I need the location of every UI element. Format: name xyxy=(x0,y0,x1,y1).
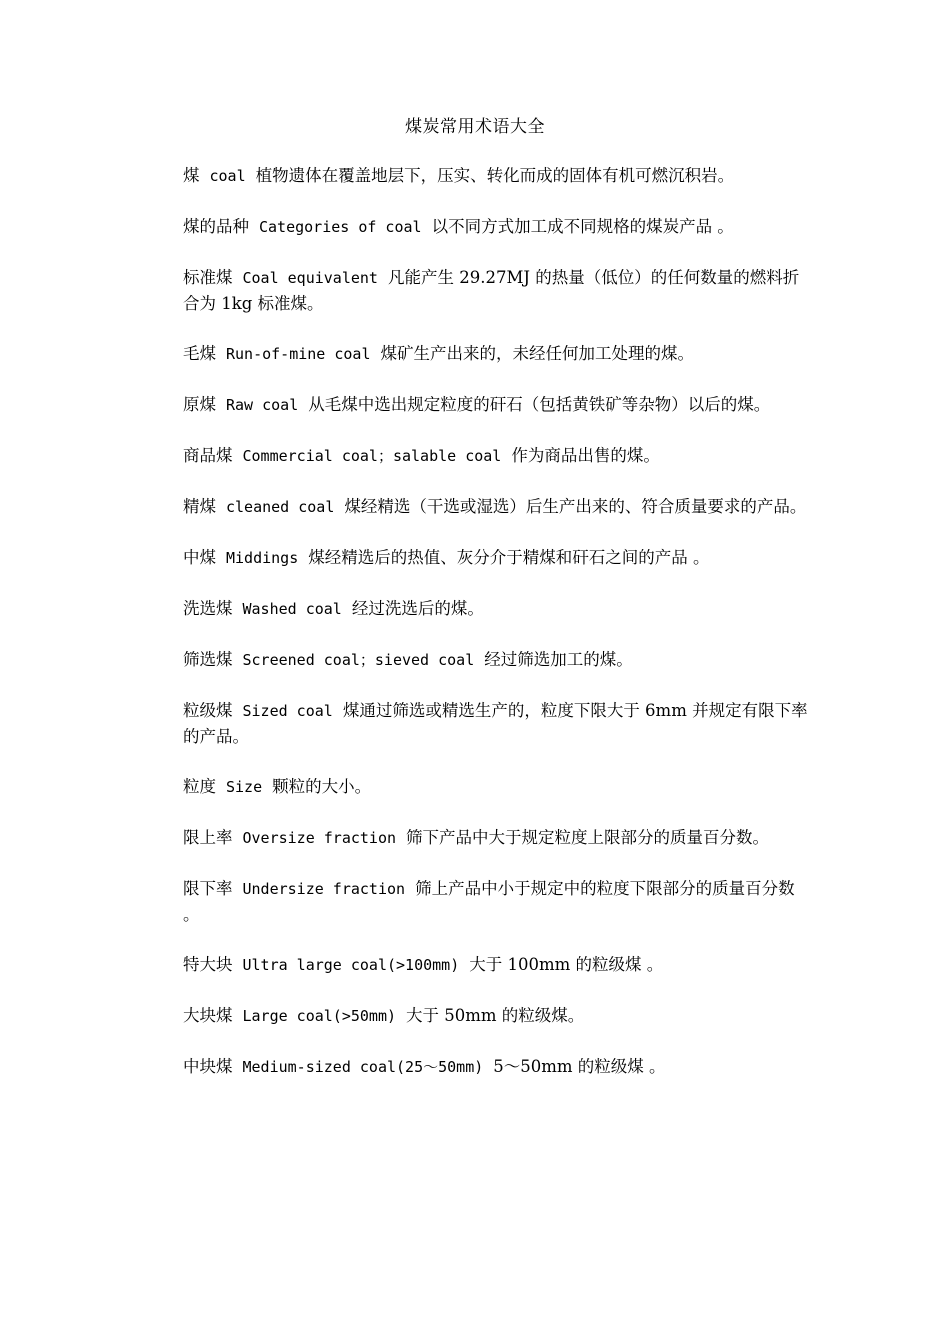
term-chinese: 原煤 xyxy=(183,395,216,414)
glossary-entry xyxy=(183,443,811,469)
term-english: Raw coal xyxy=(226,396,299,414)
glossary-entry xyxy=(183,214,811,240)
term-chinese: 中块煤 xyxy=(183,1057,233,1076)
term-english: Sized coal xyxy=(242,702,333,720)
glossary-entry xyxy=(183,163,811,189)
term-definition: 煤经精选后的热值、灰分介于精煤和矸石之间的产品 。 xyxy=(308,548,710,567)
term-chinese: 标准煤 xyxy=(183,268,233,287)
term-english: Screened coal；sieved coal xyxy=(242,651,475,669)
glossary-entry xyxy=(183,392,811,418)
term-english: Categories of coal xyxy=(259,218,422,236)
glossary-entry xyxy=(183,596,811,622)
term-definition: 作为商品出售的煤。 xyxy=(511,446,660,465)
term-chinese: 毛煤 xyxy=(183,344,216,363)
term-definition: 煤矿生产出来的，未经任何加工处理的煤。 xyxy=(380,344,694,363)
glossary-entry xyxy=(183,341,811,367)
term-chinese: 限上率 xyxy=(183,828,233,847)
glossary-entry xyxy=(183,825,811,851)
term-english: Run-of-mine coal xyxy=(226,345,371,363)
term-english: cleaned coal xyxy=(226,498,335,516)
term-definition: 煤经精选（干选或湿选）后生产出来的、符合质量要求的产品。 xyxy=(344,497,807,516)
glossary-entry xyxy=(183,265,816,316)
term-chinese: 限下率 xyxy=(183,879,233,898)
term-english: coal xyxy=(209,167,246,185)
term-definition: 经过筛选加工的煤。 xyxy=(484,650,633,669)
term-english: Oversize fraction xyxy=(242,829,397,847)
glossary-entry xyxy=(183,1054,811,1080)
term-english: Large coal(>50mm) xyxy=(242,1007,397,1025)
term-chinese: 粒级煤 xyxy=(183,701,233,720)
term-english: Middings xyxy=(226,549,299,567)
term-chinese: 中煤 xyxy=(183,548,216,567)
term-english: Medium-sized coal(25～50mm) xyxy=(242,1058,484,1076)
glossary-entry xyxy=(183,698,811,749)
term-definition: 5～50mm 的粒级煤 。 xyxy=(493,1057,666,1076)
term-chinese: 粒度 xyxy=(183,777,216,796)
term-definition: 凡能产生 29.27MJ 的热量（低位）的任何数量的燃料折 合为 1kg 标准煤。 xyxy=(183,268,816,313)
glossary-entry xyxy=(183,774,811,800)
term-chinese: 商品煤 xyxy=(183,446,233,465)
term-definition: 煤通过筛选或精选生产的，粒度下限大于 6mm 并规定有限下率的产品。 xyxy=(183,701,808,746)
document-title: 煤炭常用术语大全 xyxy=(405,117,545,137)
glossary-list xyxy=(183,163,816,1105)
term-definition: 以不同方式加工成不同规格的煤炭产品 。 xyxy=(431,217,734,236)
term-english: Commercial coal；salable coal xyxy=(242,447,502,465)
term-english: Ultra large coal(>100mm) xyxy=(242,956,460,974)
term-english: Washed coal xyxy=(242,600,342,618)
term-chinese: 筛选煤 xyxy=(183,650,233,669)
term-definition: 从毛煤中选出规定粒度的矸石（包括黄铁矿等杂物）以后的煤。 xyxy=(308,395,771,414)
term-definition: 颗粒的大小。 xyxy=(272,777,372,796)
term-definition: 大于 100mm 的粒级煤 。 xyxy=(469,955,664,974)
term-chinese: 特大块 xyxy=(183,955,233,974)
term-definition: 筛上产品中小于规定中的粒度下限部分的质量百分数 。 xyxy=(183,879,795,924)
term-definition: 大于 50mm 的粒级煤。 xyxy=(406,1006,585,1025)
term-definition: 经过洗选后的煤。 xyxy=(351,599,484,618)
term-chinese: 煤 xyxy=(183,166,200,185)
glossary-entry xyxy=(183,1003,811,1029)
term-english: Undersize fraction xyxy=(242,880,406,898)
glossary-entry xyxy=(183,545,811,571)
term-definition: 筛下产品中大于规定粒度上限部分的质量百分数。 xyxy=(406,828,770,847)
term-chinese: 洗选煤 xyxy=(183,599,233,618)
term-english: Size xyxy=(226,778,263,796)
glossary-entry xyxy=(183,952,811,978)
term-definition: 植物遗体在覆盖地层下，压实、转化而成的固体有机可燃沉积岩。 xyxy=(255,166,735,185)
term-chinese: 精煤 xyxy=(183,497,216,516)
term-english: Coal equivalent xyxy=(242,269,378,287)
glossary-entry xyxy=(183,876,811,927)
glossary-entry xyxy=(183,647,811,673)
term-chinese: 大块煤 xyxy=(183,1006,233,1025)
glossary-entry xyxy=(183,494,811,520)
term-chinese: 煤的品种 xyxy=(183,217,249,236)
